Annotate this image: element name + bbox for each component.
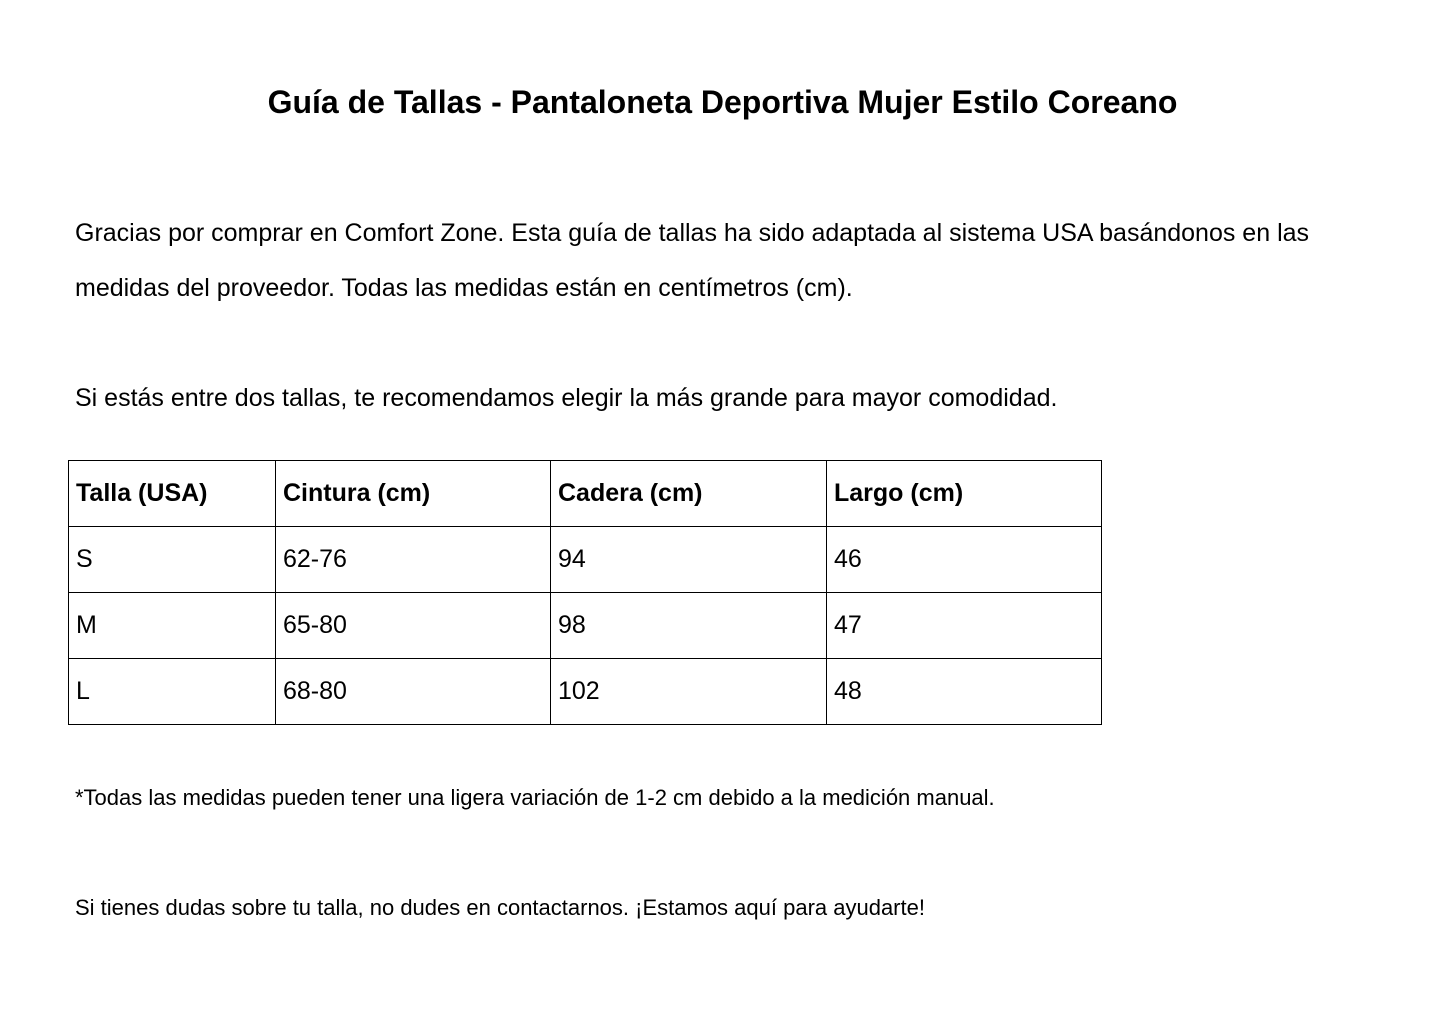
cell-waist: 65-80 xyxy=(276,593,551,659)
cell-waist: 62-76 xyxy=(276,527,551,593)
cell-length: 47 xyxy=(827,593,1102,659)
table-header-row xyxy=(69,461,1102,527)
size-tip: Si estás entre dos tallas, te recomendamos elegir la más grande para mayor comodidad. xyxy=(75,384,1058,412)
table-row xyxy=(69,593,1102,659)
header-size: Talla (USA) xyxy=(69,461,276,527)
cell-size: L xyxy=(69,659,276,725)
cell-length: 48 xyxy=(827,659,1102,725)
cell-hip: 102 xyxy=(551,659,827,725)
cell-waist: 68-80 xyxy=(276,659,551,725)
cell-length: 46 xyxy=(827,527,1102,593)
measurement-note: *Todas las medidas pueden tener una ligera variación de 1-2 cm debido a la medición manual. xyxy=(75,785,995,810)
cell-size: M xyxy=(69,593,276,659)
contact-text: Si tienes dudas sobre tu talla, no dudes en contactarnos. ¡Estamos aquí para ayudarte! xyxy=(75,895,925,920)
intro-paragraph: Gracias por comprar en Comfort Zone. Esta guía de tallas ha sido adaptada al sistema USA basándonos en las medidas del proveedor. Todas las medidas están en centímetros (cm). xyxy=(75,219,1310,302)
page-title: Guía de Tallas - Pantaloneta Deportiva Mujer Estilo Coreano xyxy=(267,84,1178,120)
header-length: Largo (cm) xyxy=(827,461,1102,527)
cell-hip: 94 xyxy=(551,527,827,593)
table-row xyxy=(69,527,1102,593)
header-hip: Cadera (cm) xyxy=(551,461,827,527)
header-waist: Cintura (cm) xyxy=(276,461,551,527)
table-row xyxy=(69,659,1102,725)
cell-size: S xyxy=(69,527,276,593)
cell-hip: 98 xyxy=(551,593,827,659)
size-table xyxy=(68,460,1102,725)
